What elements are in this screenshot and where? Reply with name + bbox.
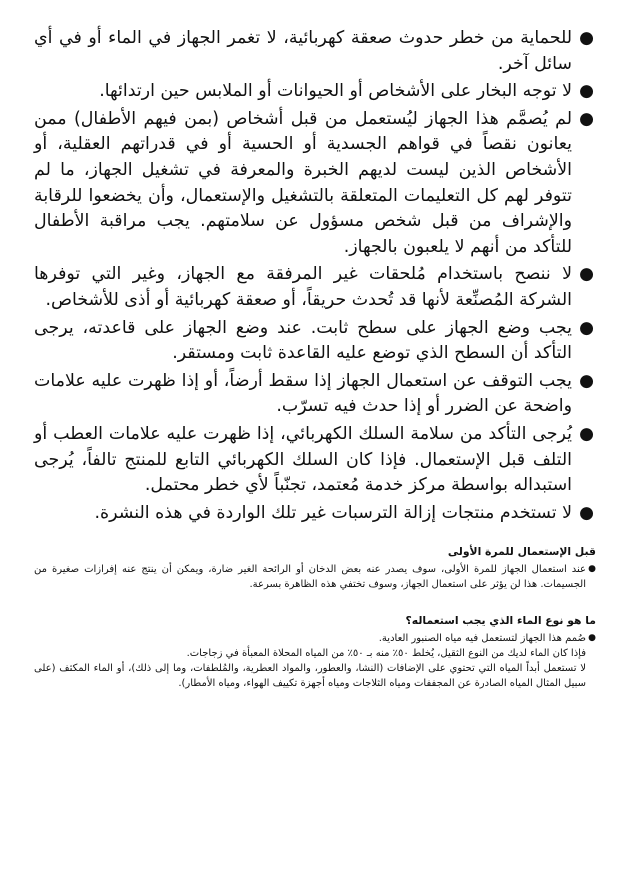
bullet-icon: ● <box>579 317 594 338</box>
water-type-section <box>34 613 596 692</box>
safety-item-text: للحماية من خطر حدوث صعقة كهربائية، لا تغمر الجهاز في الماء أو في أي سائل آخر. <box>34 28 572 74</box>
safety-item-text: لا توجه البخار على الأشخاص أو الحيوانات أو الملابس حين ارتدائها. <box>99 81 572 102</box>
safety-item <box>34 26 596 77</box>
bullet-icon: ● <box>579 108 594 129</box>
manual-page <box>34 26 596 692</box>
first-use-item <box>34 562 596 592</box>
water-type-title: ما هو نوع الماء الذي يجب استعماله؟ <box>405 613 596 627</box>
bullet-icon: ● <box>588 632 596 643</box>
first-use-text: عند استعمال الجهاز للمرة الأولى، سوف يصدر عنه بعض الدخان أو الرائحة الغير ضارة، ويمكن أن ينتج عنه إفرازات صغيرة من الجسيمات. هذا لن يؤثر على استعمال الجهاز، وسوف تختفي هذه الظاهرة بسرعة. <box>34 564 586 591</box>
bullet-icon: ● <box>579 423 594 444</box>
safety-item-text: يُرجى التأكد من سلامة السلك الكهربائي، إذا ظهرت عليه علامات العطب أو التلف قبل الإستعمال. فإذا كان السلك الكهربائي التابع للمنتج تالفاً، يُرجى استبداله بواسطة مركز خدمة مُعتمد، تجنّباً لأي خطر محتمل. <box>34 423 572 496</box>
bullet-icon: ● <box>579 28 594 48</box>
safety-item <box>34 422 596 499</box>
safety-item-text: لا تستخدم منتجات إزالة الترسبات غير تلك الواردة في هذه النشرة. <box>94 502 572 523</box>
safety-item-text: لا ننصح باستخدام مُلحقات غير المرفقة مع الجهاز، وغير التي توفرها الشركة المُصنِّعة لأنها قد تُحدث حريقاً، أو صعقة كهربائية أو أذى للأشخاص. <box>34 264 572 310</box>
first-use-title: قبل الإستعمال للمرة الأولى <box>447 545 596 559</box>
water-type-paragraph: فإذا كان الماء لديك من النوع الثقيل، يُخلط ٥٠٪ منه بـ ٥٠٪ من المياه المحلاة المعبأة في زجاجات. <box>186 647 586 659</box>
safety-item <box>34 262 596 313</box>
safety-item-text: يجب وضع الجهاز على سطح ثابت. عند وضع الجهاز على قاعدته، يرجى التأكد أن السطح الذي توضع عليه القاعدة ثابت ومستقر. <box>34 317 572 364</box>
water-type-paragraph: لا تستعمل أبداً المياه التي تحتوي على الإضافات (النشا، والعطور، والمواد العطرية، والمُلطفات، وما إلى ذلك)، أو الماء المكثف (على سبيل المثال المياه الصادرة عن المجففات ومياه الثلاجات ومياه أجهزة تكييف الهواء، ومياه الأمطار). <box>34 663 586 690</box>
bullet-icon: ● <box>579 81 594 102</box>
water-type-item <box>34 631 596 646</box>
bullet-icon: ● <box>579 370 594 391</box>
bullet-icon: ● <box>588 564 596 575</box>
safety-item <box>34 79 596 105</box>
bullet-icon: ● <box>579 502 594 523</box>
safety-item <box>34 316 596 367</box>
safety-instructions-list <box>34 26 596 526</box>
safety-item <box>34 107 596 261</box>
first-use-section <box>34 544 596 592</box>
bullet-icon: ● <box>579 264 594 285</box>
water-type-text: صُمم هذا الجهاز لتستعمل فيه مياه الصنبور العادية. <box>378 632 586 644</box>
safety-item-text: لم يُصمَّم هذا الجهاز ليُستعمل من قبل أشخاص (بمن فيهم الأطفال) ممن يعانون نقصاً في قواهم الجسدية أو الحسية أو في قدراتهم العقلية، أو الأشخاص الذين ليست لديهم الخبرة والمعرفة في تشغيل الجهاز، ما لم تتوفر لهم كل التعليمات المتعلقة بالتشغيل والإستعمال، وأن يخضعوا للرقابة والإشراف من قبل شخص مسؤول عن سلامتهم. يجب مراقبة الأطفال للتأكد من أنهم لا يلعبون بالجهاز. <box>34 108 572 257</box>
safety-item-text: يجب التوقف عن استعمال الجهاز إذا سقط أرضاً، أو إذا ظهرت عليه علامات واضحة عن الضرر أو إذا حدث فيه تسرّب. <box>34 370 572 417</box>
safety-item <box>34 369 596 420</box>
safety-item <box>34 501 596 527</box>
